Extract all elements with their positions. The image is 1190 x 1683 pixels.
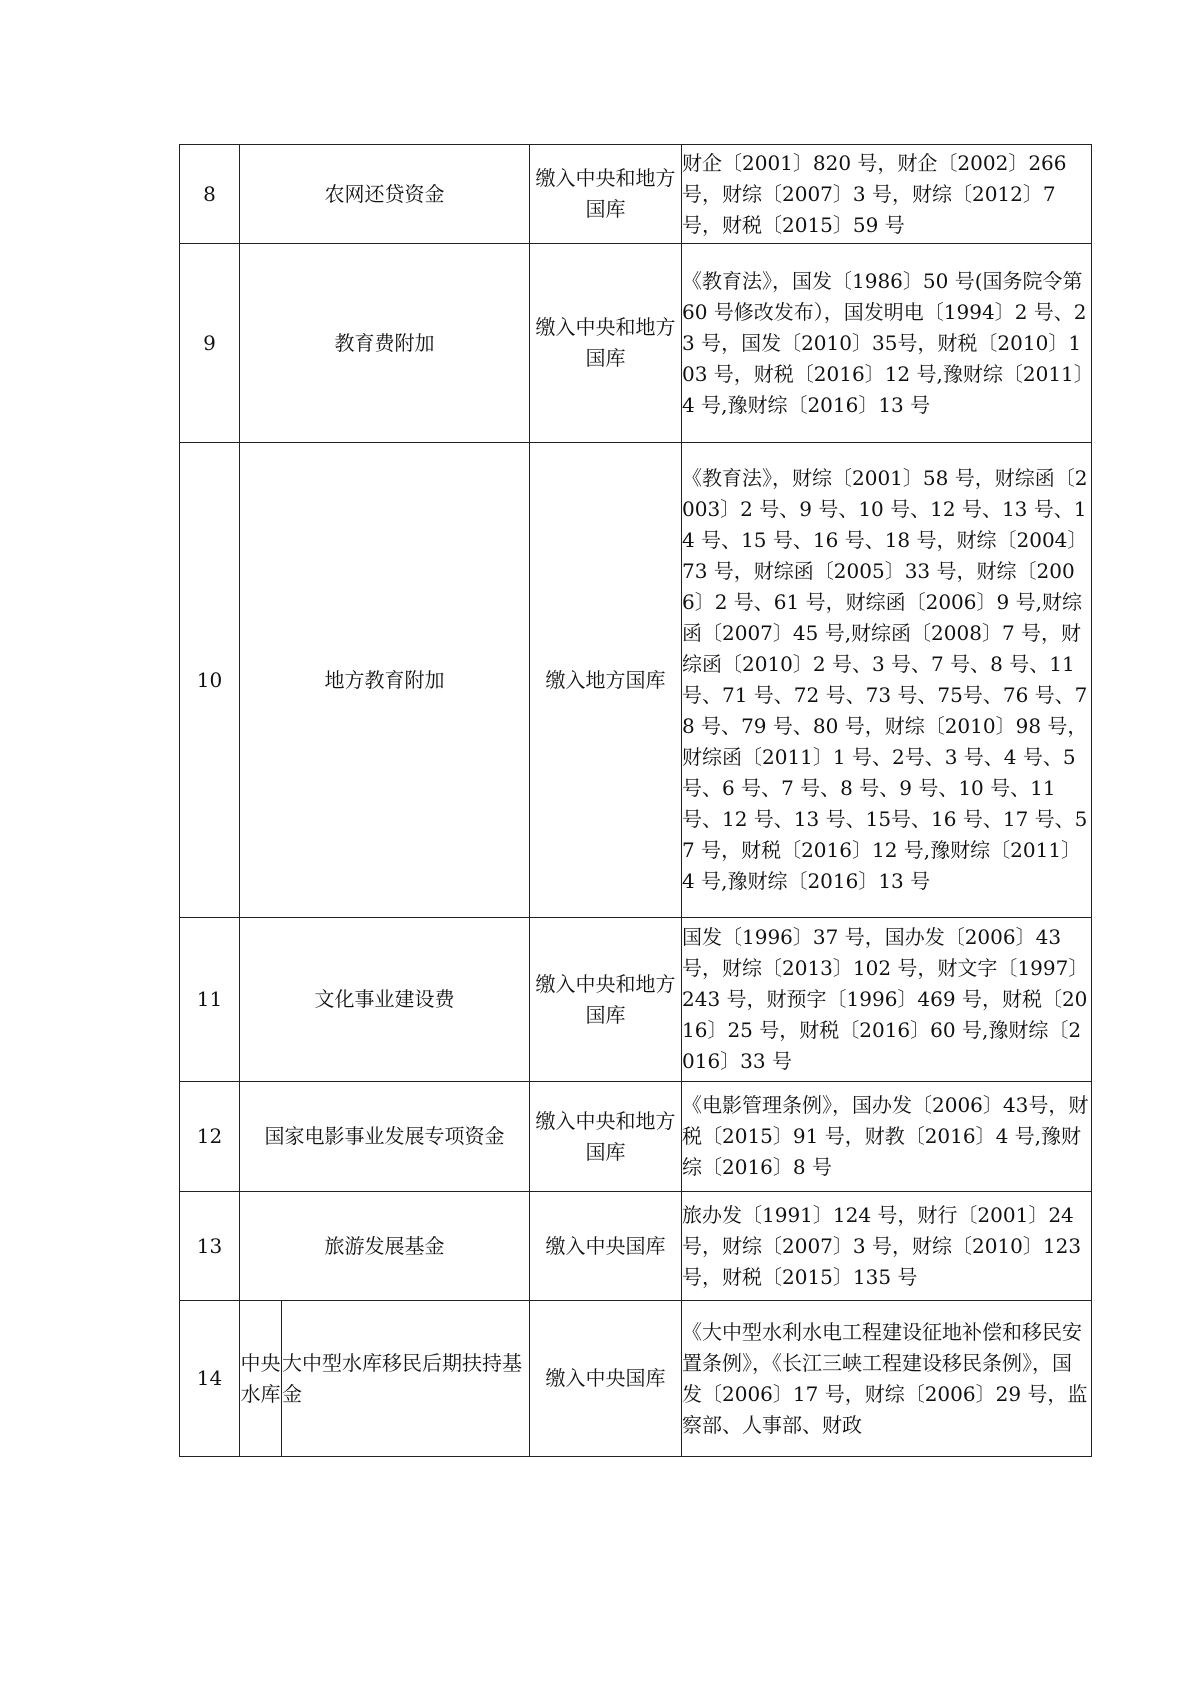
treasury-destination: 缴入地方国库 bbox=[530, 443, 682, 918]
row-number: 10 bbox=[180, 443, 240, 918]
table-row bbox=[180, 244, 1092, 443]
treasury-destination: 缴入中央国库 bbox=[530, 1301, 682, 1457]
table-row bbox=[180, 918, 1092, 1082]
table-row bbox=[180, 1082, 1092, 1192]
legal-basis: 旅办发〔1991〕124 号，财行〔2001〕24 号，财综〔2007〕3 号，财综〔2010〕123 号，财税〔2015〕135 号 bbox=[682, 1192, 1092, 1301]
fund-name: 文化事业建设费 bbox=[240, 918, 530, 1082]
legal-basis: 《电影管理条例》，国办发〔2006〕43号，财税〔2015〕91 号，财教〔2016〕4 号,豫财综〔2016〕8 号 bbox=[682, 1082, 1092, 1192]
fund-table bbox=[179, 144, 1092, 1457]
treasury-destination: 缴入中央和地方国库 bbox=[530, 145, 682, 244]
table-row bbox=[180, 443, 1092, 918]
treasury-destination: 缴入中央国库 bbox=[530, 1192, 682, 1301]
treasury-destination: 缴入中央和地方国库 bbox=[530, 244, 682, 443]
row-number: 14 bbox=[180, 1301, 240, 1457]
legal-basis: 《大中型水利水电工程建设征地补偿和移民安置条例》，《长江三峡工程建设移民条例》，国发〔2006〕17 号，财综〔2006〕29 号，监察部、人事部、财政 bbox=[682, 1301, 1092, 1457]
table-row bbox=[180, 1192, 1092, 1301]
row-number: 11 bbox=[180, 918, 240, 1082]
row-number: 12 bbox=[180, 1082, 240, 1192]
treasury-destination: 缴入中央和地方国库 bbox=[530, 1082, 682, 1192]
fund-name: 教育费附加 bbox=[240, 244, 530, 443]
legal-basis: 财企〔2001〕820 号，财企〔2002〕266号，财综〔2007〕3 号，财综〔2012〕7号，财税〔2015〕59 号 bbox=[682, 145, 1092, 244]
fund-name: 地方教育附加 bbox=[240, 443, 530, 918]
legal-basis: 《教育法》，国发〔1986〕50 号(国务院令第 60 号修改发布），国发明电〔1994〕2 号、23 号，国发〔2010〕35号，财税〔2010〕103 号，财税〔2016〕12 号,豫财综〔2011〕4 号,豫财综〔2016〕13 号 bbox=[682, 244, 1092, 443]
fund-name: 大中型水库移民后期扶持基金 bbox=[282, 1301, 530, 1457]
fund-name: 农网还贷资金 bbox=[240, 145, 530, 244]
legal-basis: 《教育法》，财综〔2001〕58 号，财综函〔2003〕2 号、9 号、10 号、12 号、13 号、14 号、15 号、16 号、18 号，财综〔2004〕73 号，财综函〔2005〕33 号，财综〔2006〕2 号、61 号，财综函〔2006〕9 号,财综函〔2007〕45 号,财综函〔2008〕7 号，财综函〔2010〕2 号、3 号、7 号、8 号、11 号、71 号、72 号、73 号、75号、76 号、78 号、79 号、80 号，财综〔2010〕98 号，财综函〔2011〕1 号、2号、3 号、4 号、5 号、6 号、7 号、8 号、9 号、10 号、11 号、12 号、13 号、15号、16 号、17 号、57 号，财税〔2016〕12 号,豫财综〔2011〕4 号,豫财综〔2016〕13 号 bbox=[682, 443, 1092, 918]
row-number: 8 bbox=[180, 145, 240, 244]
treasury-destination: 缴入中央和地方国库 bbox=[530, 918, 682, 1082]
table-row bbox=[180, 145, 1092, 244]
table-row bbox=[180, 1301, 1092, 1457]
fund-category: 中央水库 bbox=[240, 1301, 282, 1457]
fund-name: 国家电影事业发展专项资金 bbox=[240, 1082, 530, 1192]
fund-name: 旅游发展基金 bbox=[240, 1192, 530, 1301]
row-number: 13 bbox=[180, 1192, 240, 1301]
row-number: 9 bbox=[180, 244, 240, 443]
legal-basis: 国发〔1996〕37 号，国办发〔2006〕43号，财综〔2013〕102 号，财文字〔1997〕243 号，财预字〔1996〕469 号，财税〔2016〕25 号，财税〔2016〕60 号,豫财综〔2016〕33 号 bbox=[682, 918, 1092, 1082]
